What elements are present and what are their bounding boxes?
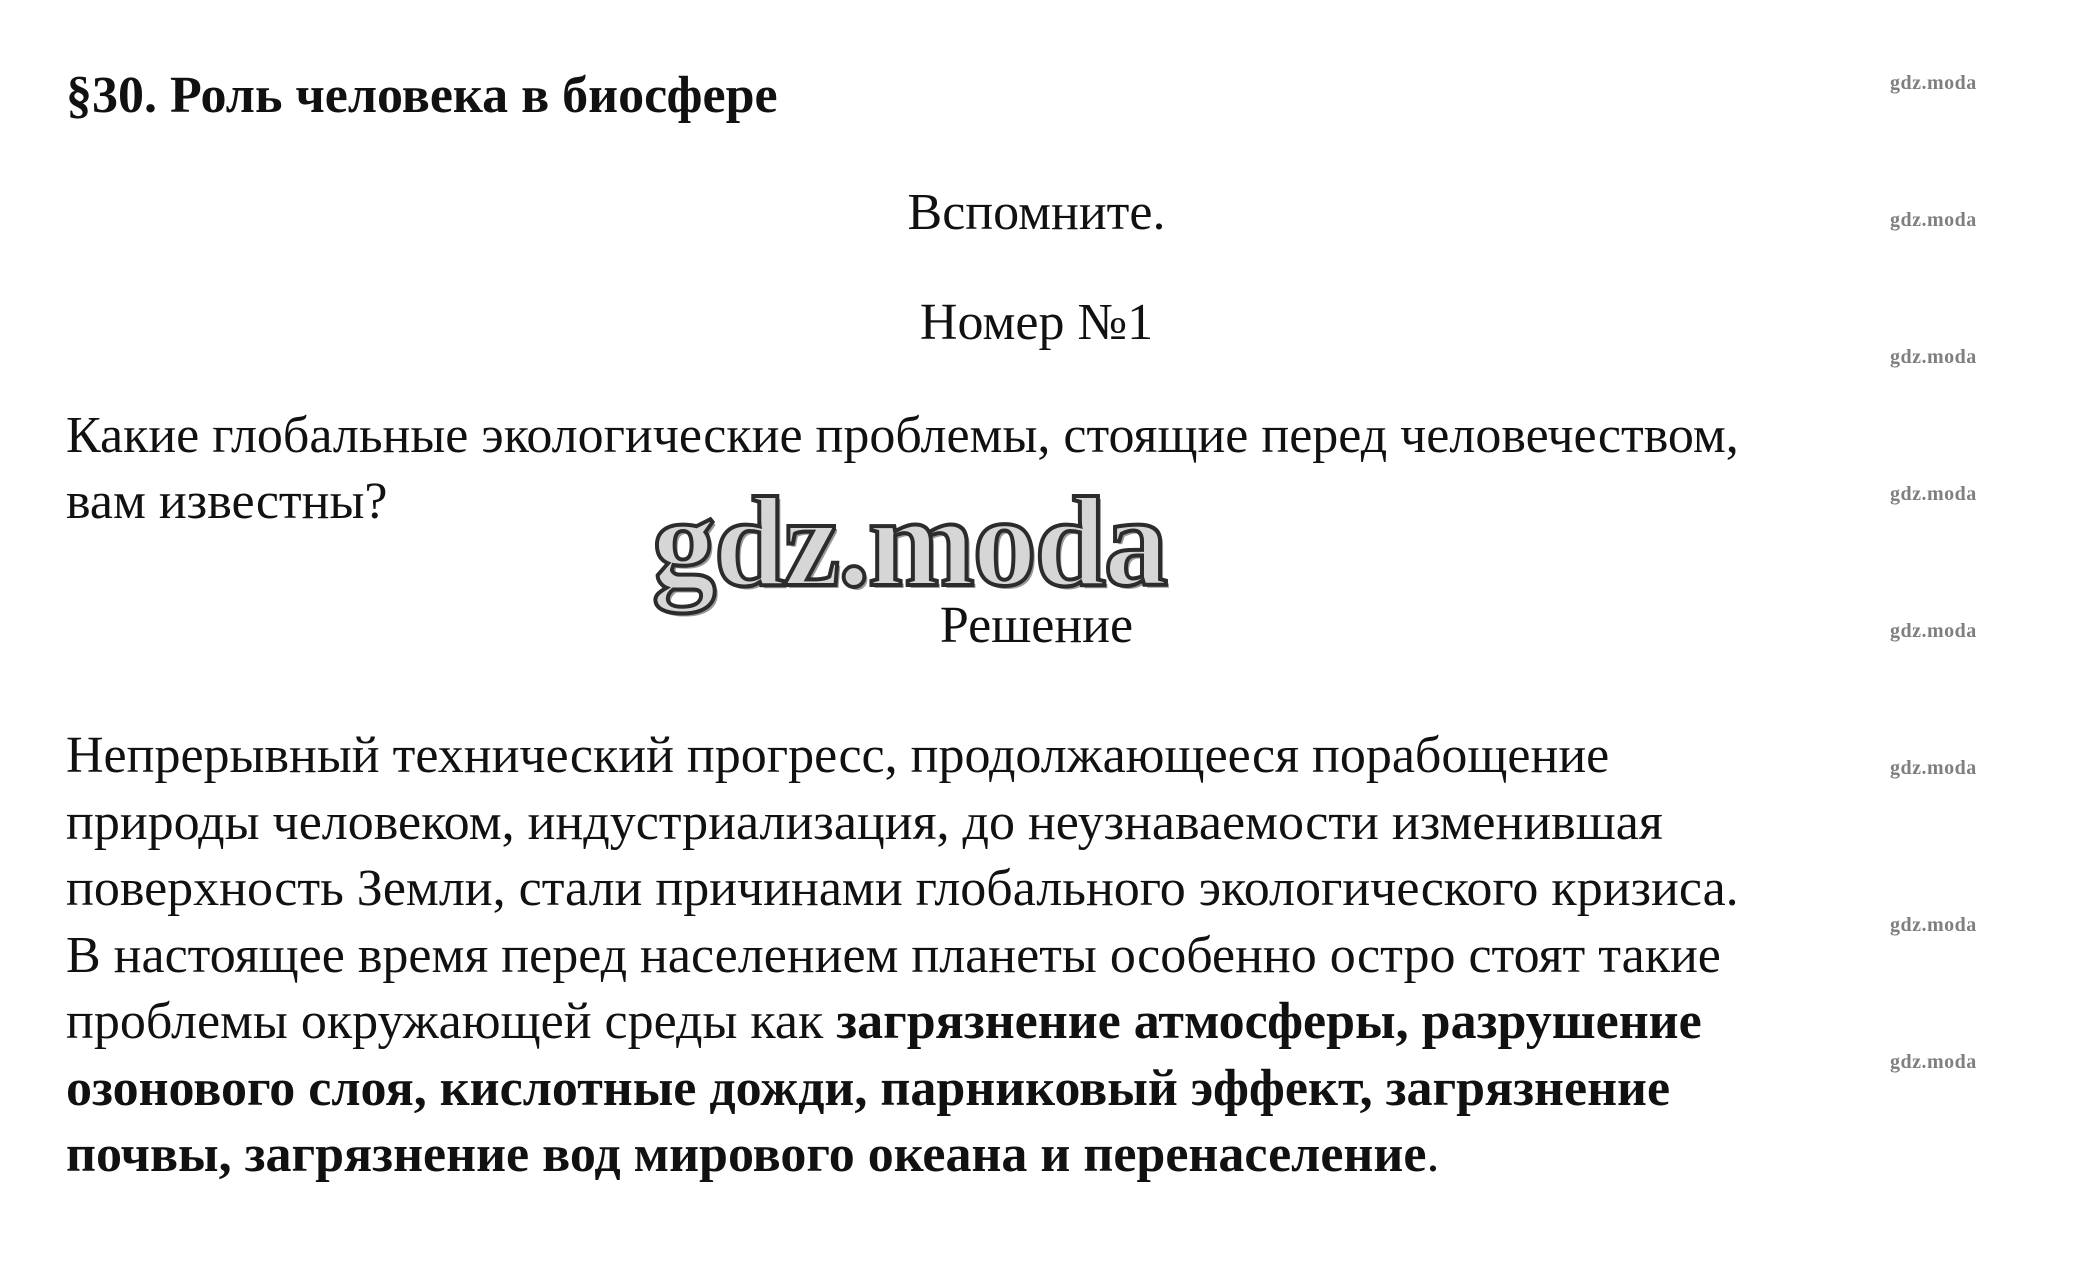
watermark-small: gdz.moda [1890, 346, 1977, 368]
exercise-number: Номер №1 [919, 294, 1154, 351]
answer-plain-text: проблемы окружающей среды как [66, 993, 837, 1050]
answer-line [66, 1122, 2026, 1189]
watermark-small: gdz.moda [1890, 620, 1977, 642]
question-line: Какие глобальные экологические проблемы, стоящие перед человечеством, [66, 407, 1739, 464]
answer-bold-text: почвы, загрязнение вод мирового океана и перенаселение [66, 1126, 1427, 1183]
answer-line: озонового слоя, кислотные дожди, парниковый эффект, загрязнение [66, 1059, 1671, 1117]
answer-line: В настоящее время перед населением планеты особенно остро стоят такие [66, 926, 1721, 984]
watermark-small: gdz.moda [1890, 1051, 1977, 1073]
remember-heading: Вспомните. [907, 184, 1166, 241]
watermark-logo: gdz.moda [652, 471, 1166, 613]
answer-bold-text: загрязнение атмосферы, разрушение [836, 993, 1702, 1050]
watermark-small: gdz.moda [1890, 914, 1977, 936]
answer-line: Непрерывный технический прогресс, продолжающееся порабощение [66, 727, 1610, 784]
watermark-small: gdz.moda [1890, 72, 1977, 94]
answer-period: . [1426, 1126, 1440, 1183]
page-title: §30. Роль человека в биосфере [66, 67, 778, 124]
answer-line: природы человеком, индустриализация, до неузнаваемости изменившая [66, 793, 1663, 851]
answer-line: поверхность Земли, стали причинами глобального экологического кризиса. [66, 860, 1739, 917]
answer-text [66, 723, 2026, 1189]
watermark-small: gdz.moda [1890, 483, 1977, 505]
watermark-small: gdz.moda [1890, 757, 1977, 779]
question-line: вам известны? [66, 473, 388, 530]
solution-heading: Решение [939, 597, 1134, 654]
watermark-small: gdz.moda [1890, 209, 1977, 231]
answer-line [66, 989, 2026, 1056]
